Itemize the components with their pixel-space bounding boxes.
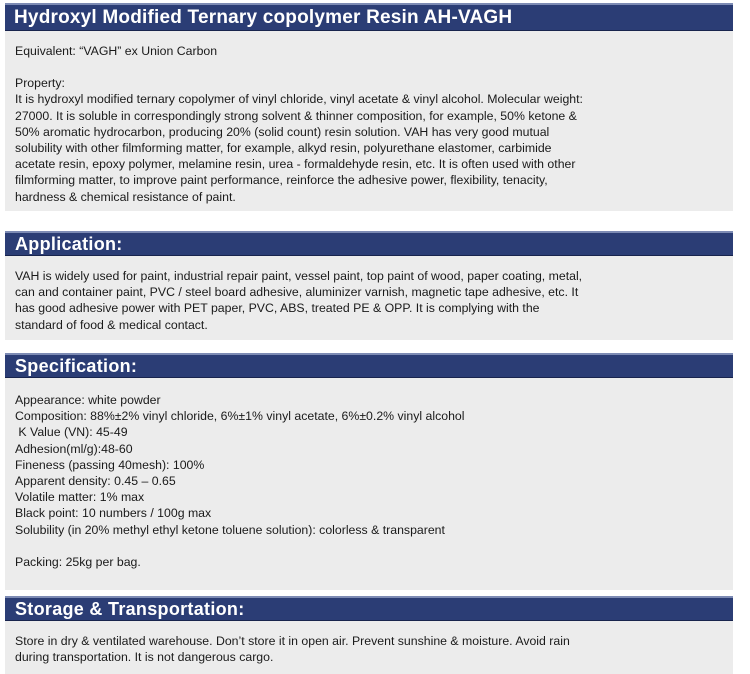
- spacer: [15, 538, 723, 554]
- application-heading: Application:: [15, 234, 123, 254]
- title-bar: [5, 3, 733, 31]
- spec-item: Black point: 10 numbers / 100g max: [15, 506, 212, 521]
- spec-item: Apparent density: 0.45 – 0.65: [15, 474, 176, 489]
- application-header: [5, 231, 733, 256]
- specification-heading: Specification:: [15, 356, 138, 376]
- spec-item: Composition: 88%±2% vinyl chloride, 6%±1% vinyl acetate, 6%±0.2% vinyl alcohol: [15, 409, 465, 424]
- specification-header: [5, 353, 733, 378]
- spec-item: Volatile matter: 1% max: [15, 490, 145, 505]
- intro-panel: [5, 31, 733, 211]
- spec-item: Fineness (passing 40mesh): 100%: [15, 457, 205, 472]
- spacer: [15, 59, 723, 75]
- storage-heading: Storage & Transportation:: [15, 599, 245, 619]
- equivalent-text: Equivalent: “VAGH” ex Union Carbon: [15, 44, 218, 58]
- property-text: It is hydroxyl modified ternary copolymer of vinyl chloride, vinyl acetate & vinyl alcohol. Molecular weight: 27000. It is soluble in correspondingly strong solvent & thinner composition, for example, 50% ketone & 50% aromatic hydrocarbon, producing 20% (solid count) resin solution. VAH has very good mutual solubility with other filmforming matter, for example, alkyd resin, polyurethane elastomer, carbimide acetate resin, epoxy polymer, melamine resin, urea - formaldehyde resin, etc. It is often used with other filmforming matter, to improve paint performance, reinforce the adhesive power, flexibility, tenacity, hardness & chemical resistance of paint.: [15, 92, 583, 204]
- storage-panel: [5, 621, 733, 674]
- spec-item: Adhesion(ml/g):48-60: [15, 441, 133, 456]
- specification-panel: [5, 378, 733, 590]
- page-title: Hydroxyl Modified Ternary copolymer Resin AH-VAGH: [14, 7, 513, 28]
- application-text: VAH is widely used for paint, industrial repair paint, vessel paint, top paint of wood, paper coating, metal, can and container paint, PVC / steel board adhesive, aluminizer varnish, magnetic tape adhesive, etc. It has good adhesive power with PET paper, PVC, ABS, treated PE & OPP. It is complying with the standard of food & medical contact.: [15, 269, 583, 332]
- spec-item: K Value (VN): 45-49: [15, 425, 128, 440]
- storage-text: Store in dry & ventilated warehouse. Don’t store it in open air. Prevent sunshine & moisture. Avoid rain during transportation. It is not dangerous cargo.: [15, 634, 570, 665]
- packing-text: Packing: 25kg per bag.: [15, 554, 141, 569]
- spec-item: Solubility (in 20% methyl ethyl ketone toluene solution): colorless & transparent: [15, 522, 445, 537]
- property-label: Property:: [15, 76, 65, 91]
- storage-header: [5, 596, 733, 621]
- application-panel: [5, 256, 733, 340]
- spec-item: Appearance: white powder: [15, 393, 161, 407]
